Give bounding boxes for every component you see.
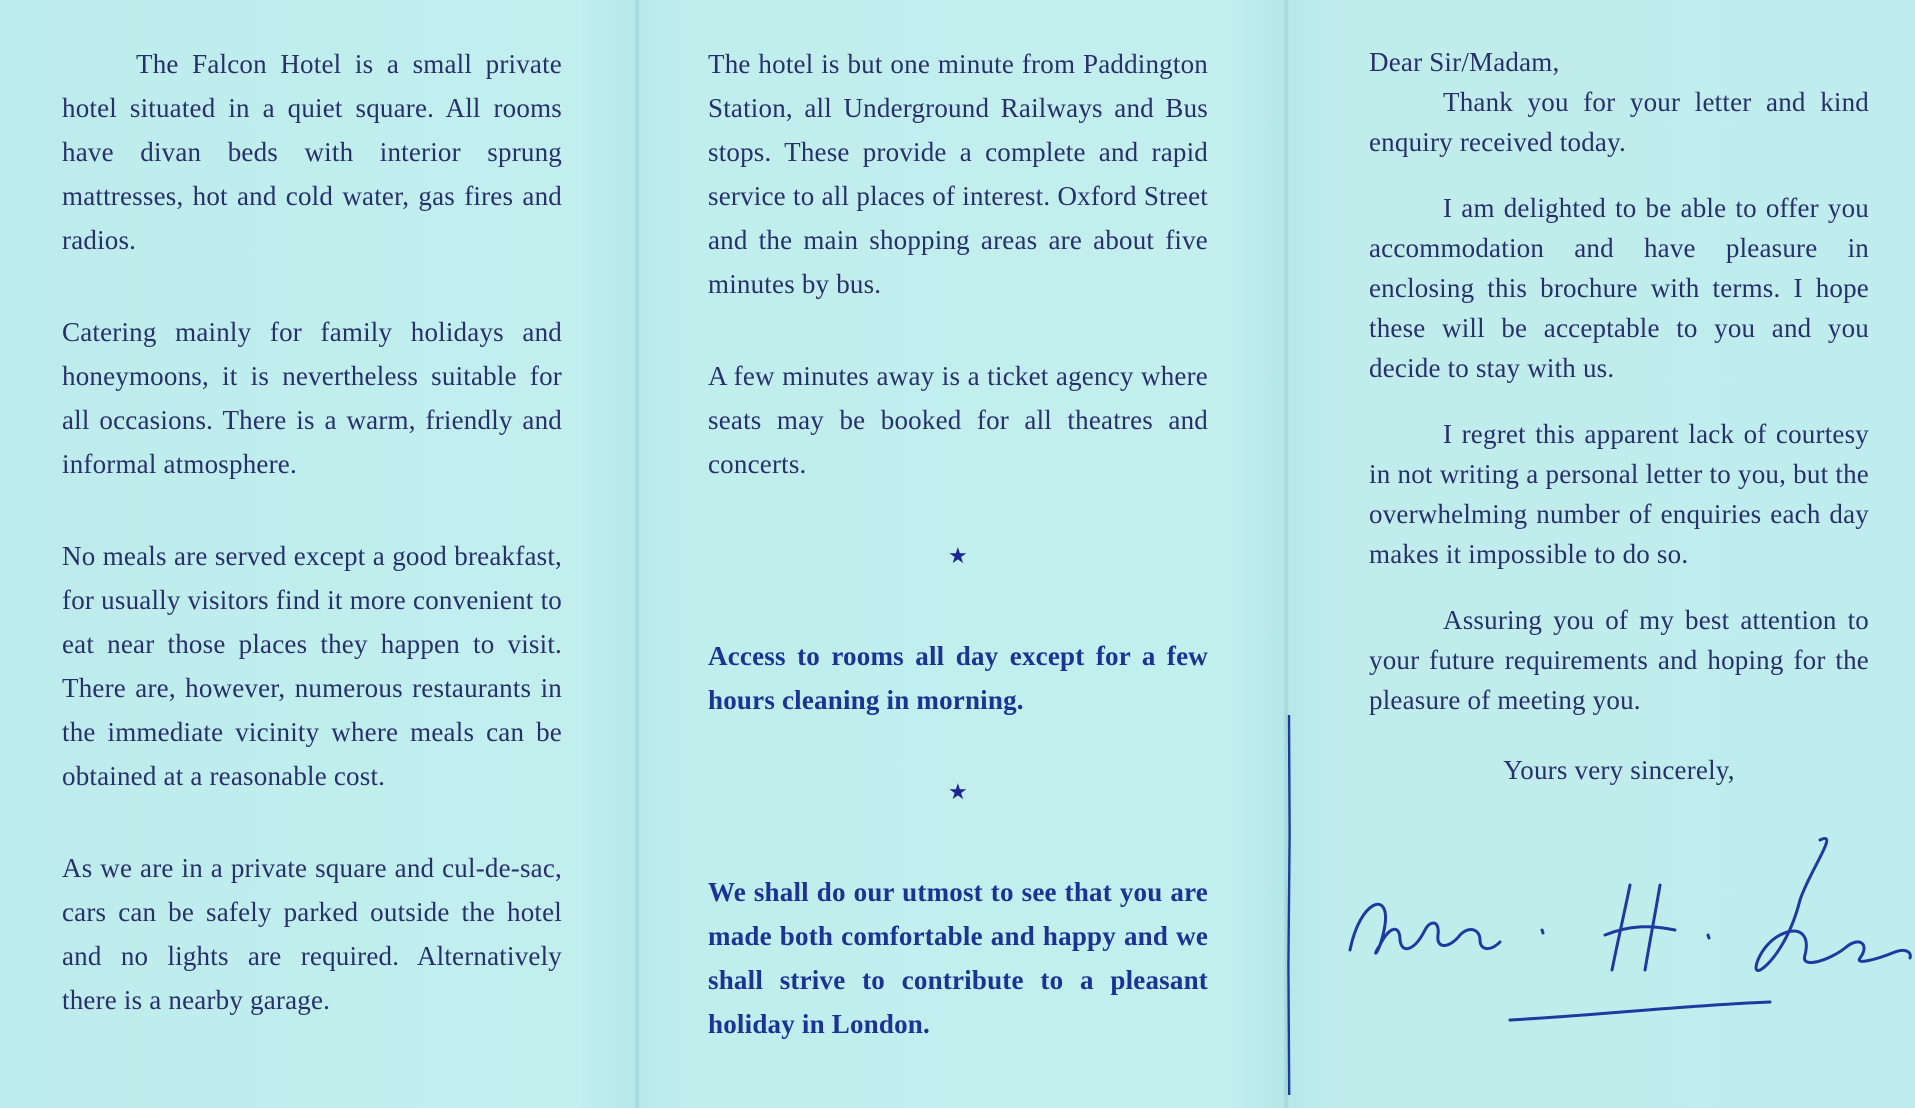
paragraph-station: The hotel is but one minute from Paddington Station, all Underground Railways and Bus stops. These provide a complete and rapid service to all places of interest. Oxford Street and the main shopping areas are about five minutes by bus. [708, 49, 1208, 299]
paragraph-parking: As we are in a private square and cul-de-sac, cars can be safely parked outside the hotel and no lights are required. Alternatively there is a nearby garage. [62, 853, 562, 1015]
paragraph-meals: No meals are served except a good breakfast, for usually visitors find it more convenient to eat near those places they happen to visit. There are, however, numerous restaurants in the immediate vicinity where meals can be obtained at a reasonable cost. [62, 541, 562, 791]
paragraph-rooms: The Falcon Hotel is a small private hotel situated in a quiet square. All rooms have divan beds with interior sprung mattresses, hot and cold water, gas fires and radios. [62, 49, 562, 255]
letter-salutation: Dear Sir/Madam, [1369, 47, 1560, 77]
star-icon: ★ [948, 543, 968, 568]
letter-paragraph-offer: I am delighted to be able to offer you accommodation and have pleasure in enclosing this brochure with terms. I hope these will be acceptable to you and you decide to stay with us. [1369, 193, 1869, 383]
paragraph-catering: Catering mainly for family holidays and honeymoons, it is nevertheless suitable for all occasions. There is a warm, friendly and informal atmosphere. [62, 317, 562, 479]
paragraph-ticket-agency: A few minutes away is a ticket agency where seats may be booked for all theatres and concerts. [708, 361, 1208, 479]
letter-closing: Yours very sincerely, [1503, 755, 1735, 785]
paragraph-promise: We shall do our utmost to see that you are made both comfortable and happy and we shall strive to contribute to a pleasant holiday in London. [708, 877, 1208, 1039]
fold-crease-left [634, 0, 640, 1108]
letter-paragraph-regret: I regret this apparent lack of courtesy in not writing a personal letter to you, but the overwhelming number of enquiries each day makes it impossible to do so. [1369, 419, 1869, 569]
pen-stroke [1287, 715, 1291, 1095]
handwritten-signature [1330, 830, 1915, 1050]
column-location [708, 42, 1208, 1094]
letter-paragraph-thanks: Thank you for your letter and kind enquiry received today. [1369, 87, 1869, 157]
column-letter [1369, 42, 1869, 790]
letter-paragraph-closing: Assuring you of my best attention to your future requirements and hoping for the pleasure of meeting you. [1369, 605, 1869, 715]
column-hotel-description [62, 42, 562, 1070]
paragraph-room-access: Access to rooms all day except for a few hours cleaning in morning. [708, 641, 1208, 715]
star-icon: ★ [948, 779, 968, 804]
